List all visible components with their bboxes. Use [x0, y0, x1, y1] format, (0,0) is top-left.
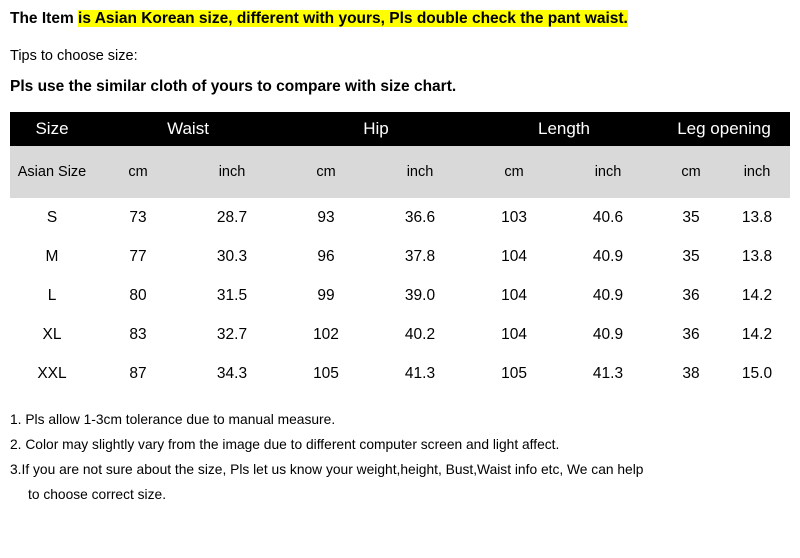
cell-waist-cm: 80: [94, 276, 182, 315]
cell-leg-inch: 13.8: [724, 237, 790, 276]
note-item: 2. Color may slightly vary from the image due to different computer screen and light affect.: [10, 437, 560, 452]
cell-leg-cm: 38: [658, 354, 724, 393]
cell-leg-cm: 35: [658, 198, 724, 237]
cell-waist-inch: 31.5: [182, 276, 282, 315]
cell-length-cm: 104: [470, 315, 558, 354]
notice-highlighted-text: is Asian Korean size, different with yours, Pls double check the pant waist.: [78, 10, 628, 27]
cell-hip-inch: 40.2: [370, 315, 470, 354]
table-row: [10, 315, 790, 354]
cell-length-cm: 104: [470, 237, 558, 276]
tips-line: Tips to choose size:: [10, 48, 138, 64]
header-unit-hip-inch: inch: [370, 146, 470, 198]
cell-size: S: [10, 198, 94, 237]
cell-waist-inch: 32.7: [182, 315, 282, 354]
cell-hip-inch: 39.0: [370, 276, 470, 315]
cell-leg-inch: 14.2: [724, 315, 790, 354]
header-unit-leg-cm: cm: [658, 146, 724, 198]
header-size: Size: [10, 112, 94, 146]
cell-size: XXL: [10, 354, 94, 393]
cell-hip-inch: 37.8: [370, 237, 470, 276]
note-item: 3.If you are not sure about the size, Pls let us know your weight,height, Bust,Waist info etc, We can help: [10, 462, 644, 477]
table-row: [10, 276, 790, 315]
cell-leg-cm: 35: [658, 237, 724, 276]
size-chart-document: [0, 6, 800, 558]
cell-size: XL: [10, 315, 94, 354]
tips-emphasis-line: Pls use the similar cloth of yours to compare with size chart.: [10, 78, 457, 95]
cell-length-inch: 40.9: [558, 237, 658, 276]
cell-hip-inch: 36.6: [370, 198, 470, 237]
cell-length-cm: 105: [470, 354, 558, 393]
cell-waist-cm: 83: [94, 315, 182, 354]
cell-waist-cm: 87: [94, 354, 182, 393]
cell-hip-cm: 105: [282, 354, 370, 393]
cell-waist-inch: 28.7: [182, 198, 282, 237]
notice-banner: [10, 6, 790, 32]
table-row: [10, 198, 790, 237]
table-row: [10, 237, 790, 276]
notice-prefix: The Item: [10, 10, 79, 27]
cell-leg-cm: 36: [658, 276, 724, 315]
cell-leg-inch: 14.2: [724, 276, 790, 315]
note-item-continuation: to choose correct size.: [28, 487, 167, 502]
table-header-main-row: [10, 112, 790, 146]
cell-length-inch: 41.3: [558, 354, 658, 393]
note-item: 1. Pls allow 1-3cm tolerance due to manual measure.: [10, 412, 336, 427]
cell-length-inch: 40.9: [558, 315, 658, 354]
cell-waist-inch: 34.3: [182, 354, 282, 393]
cell-leg-cm: 36: [658, 315, 724, 354]
cell-waist-cm: 77: [94, 237, 182, 276]
cell-waist-cm: 73: [94, 198, 182, 237]
size-chart-table: [10, 112, 790, 393]
header-asian-size: Asian Size: [10, 146, 94, 198]
cell-hip-inch: 41.3: [370, 354, 470, 393]
header-unit-waist-inch: inch: [182, 146, 282, 198]
header-length: Length: [470, 112, 658, 146]
header-hip: Hip: [282, 112, 470, 146]
header-unit-length-inch: inch: [558, 146, 658, 198]
cell-hip-cm: 99: [282, 276, 370, 315]
header-unit-hip-cm: cm: [282, 146, 370, 198]
cell-length-inch: 40.6: [558, 198, 658, 237]
cell-size: M: [10, 237, 94, 276]
header-leg-opening: Leg opening: [658, 112, 790, 146]
table-header-units-row: [10, 146, 790, 198]
cell-hip-cm: 96: [282, 237, 370, 276]
cell-hip-cm: 102: [282, 315, 370, 354]
cell-length-cm: 104: [470, 276, 558, 315]
header-unit-length-cm: cm: [470, 146, 558, 198]
cell-length-inch: 40.9: [558, 276, 658, 315]
cell-leg-inch: 15.0: [724, 354, 790, 393]
table-row: [10, 354, 790, 393]
cell-hip-cm: 93: [282, 198, 370, 237]
cell-size: L: [10, 276, 94, 315]
cell-leg-inch: 13.8: [724, 198, 790, 237]
cell-waist-inch: 30.3: [182, 237, 282, 276]
header-unit-leg-inch: inch: [724, 146, 790, 198]
header-unit-waist-cm: cm: [94, 146, 182, 198]
cell-length-cm: 103: [470, 198, 558, 237]
notes-block: [10, 407, 790, 507]
header-waist: Waist: [94, 112, 282, 146]
